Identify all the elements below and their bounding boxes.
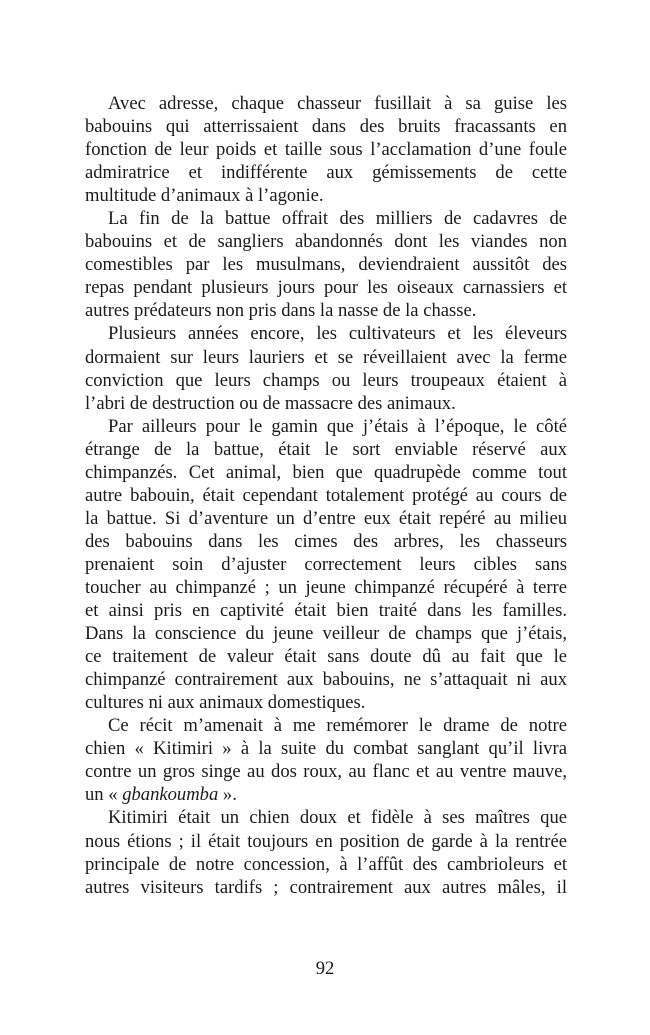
text-line: Avec adresse, chaque chasseur fusillait à sa guise les xyxy=(108,93,567,114)
text-line: Ce récit m’amenait à me remémorer le drame de notre xyxy=(108,715,567,737)
text-line: chimpanzés. Cet animal, bien que quadrupède comme tout xyxy=(85,461,567,483)
paragraph xyxy=(85,415,567,715)
paragraph xyxy=(85,714,567,806)
text-line: la battue. Si d’aventure un d’entre eux était repéré au milieu xyxy=(85,507,567,529)
text-line: chien « Kitimiri » à la suite du combat sanglant qu’il livra xyxy=(85,738,567,760)
text-line: des babouins dans les cimes des arbres, les chasseurs xyxy=(85,530,567,552)
text-line: multitude d’animaux à l’agonie. xyxy=(85,185,324,207)
text-line: admiratrice et indifférente aux gémissements de cette xyxy=(85,162,567,184)
text-line: autres prédateurs non pris dans la nasse de la chasse. xyxy=(85,300,477,322)
text-line: autre babouin, était cependant totalement protégé au cours de xyxy=(85,484,567,506)
text-line: Dans la conscience du jeune veilleur de champs que j’étais, xyxy=(85,623,567,645)
text-line: babouins qui atterrissaient dans des bruits fracassants en xyxy=(85,116,567,138)
page-body xyxy=(85,92,567,899)
page-number: 92 xyxy=(315,958,335,979)
text-line xyxy=(85,783,567,806)
text-line: Plusieurs années encore, les cultivateurs et les éleveurs xyxy=(108,323,567,345)
text-line: nous étions ; il était toujours en position de garde à la rentrée xyxy=(85,830,567,852)
text-line: autres visiteurs tardifs ; contrairement aux autres mâles, il xyxy=(85,876,567,898)
text-line: prenaient soin d’ajuster correctement leurs cibles sans xyxy=(85,553,567,575)
paragraph xyxy=(85,92,567,207)
text-line: La fin de la battue offrait des milliers de cadavres de xyxy=(108,208,567,230)
text-line: conviction que leurs champs ou leurs troupeaux étaient à xyxy=(85,369,567,391)
text-line: chimpanzé contrairement aux babouins, ne s’attaquait ni aux xyxy=(85,669,567,691)
text-line: principale de notre concession, à l’affût des cambrioleurs et xyxy=(85,853,567,875)
text-line: Par ailleurs pour le gamin que j’étais à l’époque, le côté xyxy=(108,415,567,437)
italic-term: gbankoumba xyxy=(122,784,219,806)
text-line: et ainsi pris en captivité était bien traité dans les familles. xyxy=(85,600,567,622)
text-line: l’abri de destruction ou de massacre des animaux. xyxy=(85,392,456,414)
paragraph xyxy=(85,806,567,898)
text-line: dormaient sur leurs lauriers et se réveillaient avec la ferme xyxy=(85,346,567,368)
text-line: étrange de la battue, était le sort enviable réservé aux xyxy=(85,438,567,460)
text-line: ce traitement de valeur était sans doute dû au fait que le xyxy=(85,646,567,668)
text-line: fonction de leur poids et taille sous l’acclamation d’une foule xyxy=(85,139,567,161)
text-line: toucher au chimpanzé ; un jeune chimpanzé récupéré à terre xyxy=(85,576,567,598)
text-line: Kitimiri était un chien doux et fidèle à ses maîtres que xyxy=(108,807,567,829)
text-line: contre un gros singe au dos roux, au flanc et au ventre mauve, xyxy=(85,761,567,783)
text-fragment: ». xyxy=(218,784,237,806)
paragraph xyxy=(85,207,567,322)
text-line: babouins et de sangliers abandonnés dont les viandes non xyxy=(85,231,567,253)
text-line: cultures ni aux animaux domestiques. xyxy=(85,692,366,714)
text-line: repas pendant plusieurs jours pour les oiseaux carnassiers et xyxy=(85,277,567,299)
text-fragment: un « xyxy=(85,784,123,806)
text-line: comestibles par les musulmans, deviendraient aussitôt des xyxy=(85,254,567,276)
paragraph xyxy=(85,322,567,414)
